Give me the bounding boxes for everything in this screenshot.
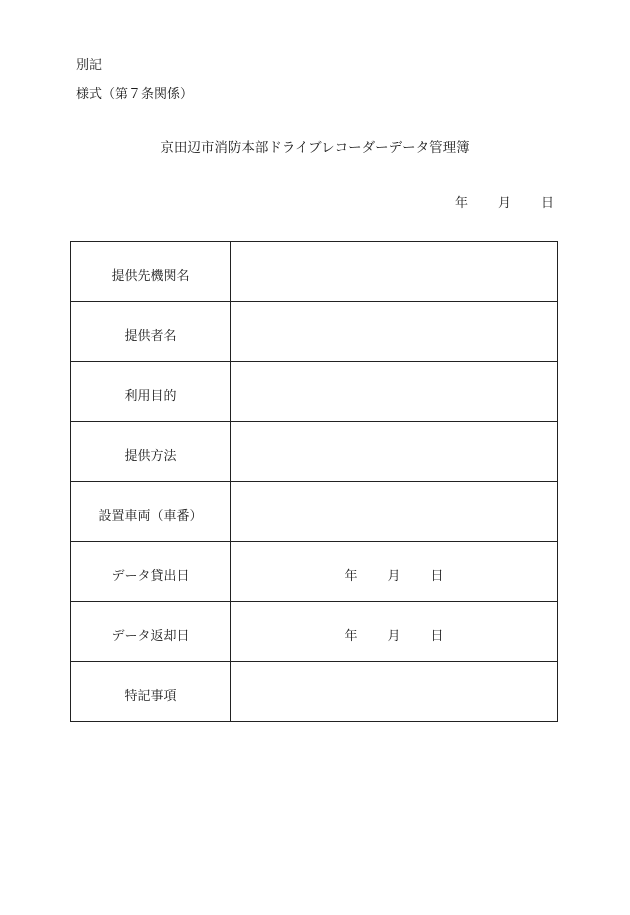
table-row: [71, 542, 558, 602]
date-year: 年: [454, 196, 468, 211]
date-month: 月: [497, 196, 511, 211]
row-label: 提供者名: [71, 302, 231, 362]
page-title: 京田辺市消防本部ドライブレコーダーデータ管理簿: [160, 140, 470, 156]
date-month: 月: [387, 569, 401, 584]
purpose-field[interactable]: [231, 362, 558, 422]
remarks-field[interactable]: [231, 662, 558, 722]
management-register-table: [70, 241, 558, 722]
lending-date-field[interactable]: [231, 542, 558, 602]
row-label: 提供先機関名: [71, 242, 231, 302]
form-reference: 様式（第７条関係）: [76, 87, 194, 102]
date-day: 日: [430, 569, 444, 584]
document-date: [455, 192, 554, 211]
row-label: 提供方法: [71, 422, 231, 482]
date-year: 年: [344, 569, 358, 584]
row-label: 設置車両（車番）: [71, 482, 231, 542]
provision-method-field[interactable]: [231, 422, 558, 482]
date-day: 日: [540, 196, 554, 211]
date-month: 月: [387, 629, 401, 644]
row-label: 特記事項: [71, 662, 231, 722]
table-row: [71, 662, 558, 722]
recipient-agency-field[interactable]: [231, 242, 558, 302]
return-date-field[interactable]: [231, 602, 558, 662]
table-row: [71, 422, 558, 482]
row-label: データ貸出日: [71, 542, 231, 602]
date-day: 日: [430, 629, 444, 644]
table-row: [71, 482, 558, 542]
table-row: [71, 602, 558, 662]
vehicle-field[interactable]: [231, 482, 558, 542]
table-row: [71, 242, 558, 302]
table-row: [71, 362, 558, 422]
appendix-label: 別記: [76, 58, 103, 73]
date-year: 年: [344, 629, 358, 644]
table-row: [71, 302, 558, 362]
provider-name-field[interactable]: [231, 302, 558, 362]
row-label: データ返却日: [71, 602, 231, 662]
row-label: 利用目的: [71, 362, 231, 422]
